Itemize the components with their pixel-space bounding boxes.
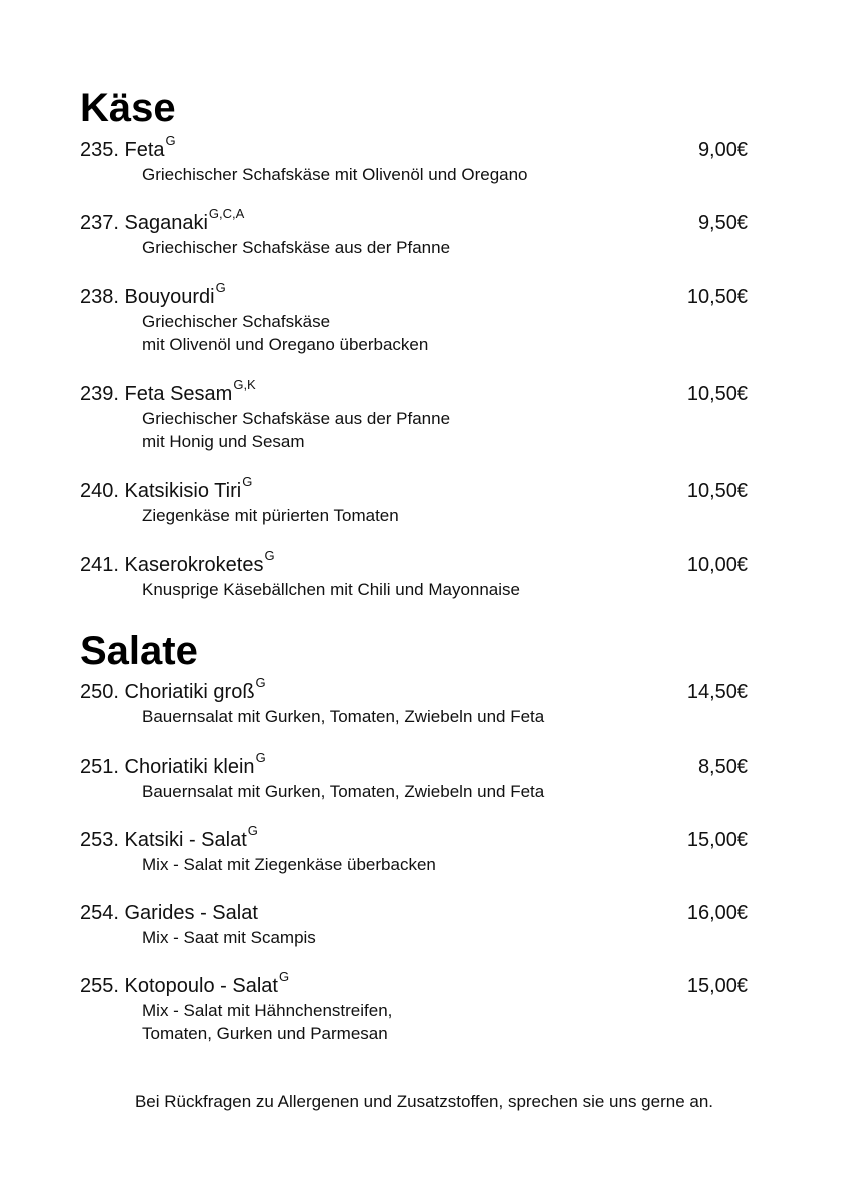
item-price: 10,00€ — [686, 554, 748, 576]
item-name: 255. Kotopoulo - Salat$^G$ — [80, 969, 290, 997]
item-name: 254. Garides - Salat — [80, 902, 258, 924]
menu-item-250 — [80, 675, 748, 728]
item-name: 235. Feta$^G$ — [80, 133, 176, 161]
menu-item-253 — [80, 823, 748, 876]
menu-item-237 — [80, 206, 748, 259]
item-name: 253. Katsiki - Salat$^G$ — [80, 823, 258, 851]
item-name: 250. Choriatiki groß$^G$ — [80, 675, 266, 703]
item-name: 238. Bouyourdi$^G$ — [80, 280, 226, 308]
menu-item-239 — [80, 377, 748, 453]
menu-item-251 — [80, 750, 748, 803]
item-price: 8,50€ — [697, 756, 748, 778]
allergen-codes: G,C,A — [208, 206, 245, 222]
allergen-codes: G — [242, 474, 253, 490]
menu-item-238 — [80, 280, 748, 356]
item-name: 237. Saganaki$^{G,C,A}$ — [80, 206, 245, 234]
menu-item-241 — [80, 548, 748, 601]
allergen-codes: G — [247, 823, 258, 839]
item-price: 10,50€ — [686, 286, 748, 308]
item-description: Bauernsalat mit Gurken, Tomaten, Zwiebeln und Feta — [142, 782, 545, 801]
item-price: 9,00€ — [697, 139, 748, 161]
item-price: 9,50€ — [697, 212, 748, 234]
section-title-salate: Salate — [80, 629, 198, 673]
menu-item-254 — [80, 900, 748, 949]
allergen-codes: G — [215, 280, 226, 296]
menu-item-235 — [80, 133, 748, 186]
item-price: 10,50€ — [686, 480, 748, 502]
item-price: 15,00€ — [686, 829, 748, 851]
item-name: 251. Choriatiki klein$^G$ — [80, 750, 266, 778]
allergen-codes: G — [264, 548, 275, 564]
item-name: 240. Katsikisio Tiri$^G$ — [80, 474, 253, 502]
menu-item-240 — [80, 474, 748, 527]
menu-item-255 — [80, 969, 748, 1045]
item-description: Mix - Salat mit Hähnchenstreifen, Tomaten, Gurken und Parmesan — [142, 1001, 393, 1043]
item-price: 16,00€ — [686, 902, 748, 924]
allergen-codes: G — [278, 969, 290, 985]
item-price: 15,00€ — [686, 975, 748, 997]
item-description: Ziegenkäse mit pürierten Tomaten — [142, 506, 399, 525]
section-title-kaese: Käse — [80, 86, 176, 130]
allergen-codes: G — [255, 750, 266, 766]
item-description: Knusprige Käsebällchen mit Chili und Mayonnaise — [142, 580, 520, 599]
allergen-codes: G,K — [233, 377, 256, 393]
item-description: Griechischer Schafskäse aus der Pfanne mit Honig und Sesam — [142, 409, 451, 451]
allergen-footer-note: Bei Rückfragen zu Allergenen und Zusatzstoffen, sprechen sie uns gerne an. — [134, 1092, 714, 1111]
item-name: 239. Feta Sesam$^{G,K}$ — [80, 377, 256, 405]
item-description: Mix - Salat mit Ziegenkäse überbacken — [142, 855, 436, 874]
item-price: 14,50€ — [686, 681, 748, 703]
item-description: Mix - Saat mit Scampis — [142, 928, 316, 947]
item-description: Bauernsalat mit Gurken, Tomaten, Zwiebeln und Feta — [142, 707, 545, 726]
item-description: Griechischer Schafskäse mit Olivenöl und Oregano — [142, 165, 528, 184]
item-price: 10,50€ — [686, 383, 748, 405]
allergen-codes: G — [165, 133, 176, 149]
item-name: 241. Kaserokroketes$^G$ — [80, 548, 275, 576]
item-description: Griechischer Schafskäse aus der Pfanne — [142, 238, 451, 257]
allergen-codes: G — [255, 675, 266, 691]
item-description: Griechischer Schafskäse mit Olivenöl und Oregano überbacken — [142, 312, 429, 354]
